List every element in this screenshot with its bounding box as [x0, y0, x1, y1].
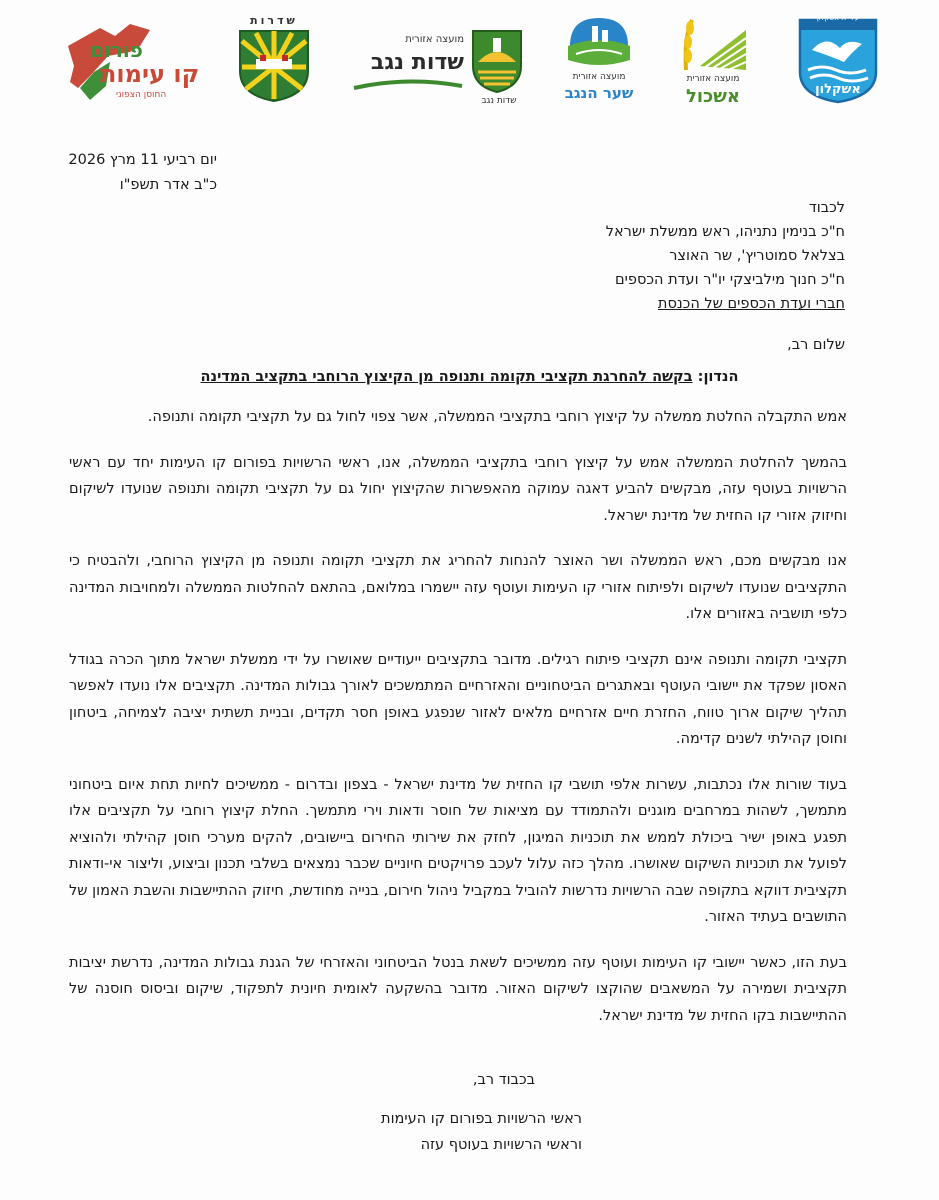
shaar-hanegev-logo [562, 12, 636, 102]
forum-logo-caption: החוסן הצפוני [116, 90, 167, 100]
signature-block [381, 1106, 582, 1158]
forum-logo-title: פורום [90, 38, 143, 62]
sdot-negev-name: שדות נגב [370, 50, 464, 75]
shaar-hanegev-top-text: מועצה אזורית [572, 72, 626, 82]
recipient-line: בצלאל סמוטריץ', שר האוצר [669, 248, 845, 264]
recipient-committee: חברי ועדת הכספים של הכנסת [657, 296, 845, 312]
greeting: שלום רב, [787, 337, 845, 353]
date-gregorian: יום רביעי 11 מרץ 2026 [68, 152, 217, 168]
recipient-line: ח"כ בנימין נתניהו, ראש ממשלת ישראל [605, 224, 845, 240]
paragraph: בעוד שורות אלו נכתבות, עשרות אלפי תושבי קו החזית של מדינת ישראל - בצפון ובדרום - ממשיכים לחיות תחת איום ביטחוני מתמשך, לשהות במרחבים מוגנים ולהתמודד עם מציאות של חוסר ודאות וירי מתמשך. החלת קיצוץ רוחבי על תקציבים אלו תפגע באופן ישיר ביכולת לממש את תוכניות המיגון, לחזק את שירותי החירום ביישובים, להקים מערכי חוסן קהילתי ולהוציא לפועל את תוכניות השיקום שאושרו. מהלך כזה עלול לעכב פרויקטים חיוניים שכבר נמצאים בשלבי תכנון וביצוע, וליצור אי-ודאות תקציבית דווקא בתקופה שבה הרשויות נדרשות להוביל במקביל ניהול חירום, בנייה מחודשת, חיזוק ההתיישבות והשבת האמון של התושבים בעתיד האזור. [69, 776, 847, 925]
paragraph: בעת הזו, כאשר יישובי קו העימות ועוטף עזה ממשיכים לשאת בנטל הביטחוני והאזרחי של הגנת גבולות המדינה, נדרשת יציבות תקציבית ושמירה על המשאבים שהוקצו לשיקום האזור. מדובר בהשקעה לאומית חיונית לתפקוד, שיקום וביסוס חוסנה של ההתיישבות בקו החזית של מדינת ישראל. [69, 954, 847, 1024]
sdot-negev-top-text: מועצה אזורית [405, 34, 464, 45]
letter-body [69, 404, 847, 1048]
ashkelon-top-text: עיריית אשקלון [816, 14, 860, 22]
sdot-negev-swoosh-icon [352, 78, 464, 92]
paragraph: אמש התקבלה החלטת ממשלה על קיצוץ רוחבי בתקציבי הממשלה, אשר צפוי לחול גם על תקציבי תקומה ותנופה. [147, 409, 847, 425]
recipients-block [606, 196, 845, 316]
sderot-logo [236, 14, 312, 103]
eshkol-logo [676, 16, 750, 107]
date-hebrew: כ"ב אדר תשפ"ו [119, 177, 217, 193]
sderot-logo-name: שדרות [250, 14, 298, 27]
recipient-line: ח"כ חנוך מילביצקי יו"ר ועדת הכספים [615, 272, 845, 288]
forum-logo-subtitle: קו עימות [100, 60, 200, 88]
closing: בכבוד רב, [472, 1072, 535, 1088]
sdot-negev-shield-icon [470, 28, 524, 94]
to-label: לכבוד [808, 200, 845, 216]
signatory-line: וראשי הרשויות בעוטף עזה [420, 1137, 582, 1153]
paragraph: בהמשך להחלטת הממשלה אמש על קיצוץ רוחבי בתקציבי הממשלה, אנו, ראשי הרשויות בפורום קו העימות יחד עם ראשי הרשויות בעוטף עזה, מבקשים להביע דאגה עמוקה מהאפשרות שהקיצוץ יחול גם על תקציבי תקומה ותנופה שנועדו לשיקום וחיזוק אזורי קו החזית של מדינת ישראל. [69, 454, 847, 524]
subject-line [0, 369, 939, 385]
shaar-hanegev-name: שער הנגב [564, 84, 634, 102]
sdot-negev-crest-text: שדות נגב [481, 96, 517, 106]
ashkelon-name: אשקלון [815, 82, 861, 97]
shaar-hanegev-emblem-icon [562, 12, 636, 72]
sderot-shield-icon [236, 27, 312, 103]
subject-label: הנדון: [697, 369, 739, 385]
eshkol-top-text: מועצה אזורית [686, 74, 740, 84]
eshkol-name: אשכול [685, 86, 741, 107]
ashkelon-logo [796, 10, 880, 104]
forum-logo [60, 16, 210, 106]
signatory-line: ראשי הרשויות בפורום קו העימות [381, 1111, 582, 1127]
logos-bar [60, 8, 890, 118]
paragraph: אנו מבקשים מכם, ראש הממשלה ושר האוצר להנחות להחריג את תקציבי תקומה ותנופה מן הקיצוץ הרוחבי, ולהבטיח כי התקציבים שנועדו לשיקום ולפיתוח אזורי קו העימות ועוטף עזה יישמרו במלואם, בהתאם להחלטות הממשלה ולמחויבות המדינה כלפי תושביה באזורים אלו. [69, 553, 847, 622]
subject-text: בקשה להחרגת תקציבי תקומה ותנופה מן הקיצוץ הרוחבי בתקציב המדינה [200, 369, 693, 385]
eshkol-wheat-icon [676, 16, 750, 72]
paragraph: תקציבי תקומה ותנופה אינם תקציבי פיתוח רגילים. מדובר בתקציבים ייעודיים שאושרו על ידי ממשלת ישראל מתוך הכרה בגודל האסון שפקד את יישובי העוטף ובאתגרים הביטחוניים והאזרחיים המתמשכים לאורך גבולות המדינה. תקציבים אלו נועדו לאפשר תהליך שיקום ארוך טווח, החזרת חיים אזרחיים מלאים לאזור שנפגע באופן חסר תקדים, ובניית תשתית יציבה לצמיחה, ביטחון וחוסן קהילתי לשנים קדימה. [69, 651, 847, 747]
